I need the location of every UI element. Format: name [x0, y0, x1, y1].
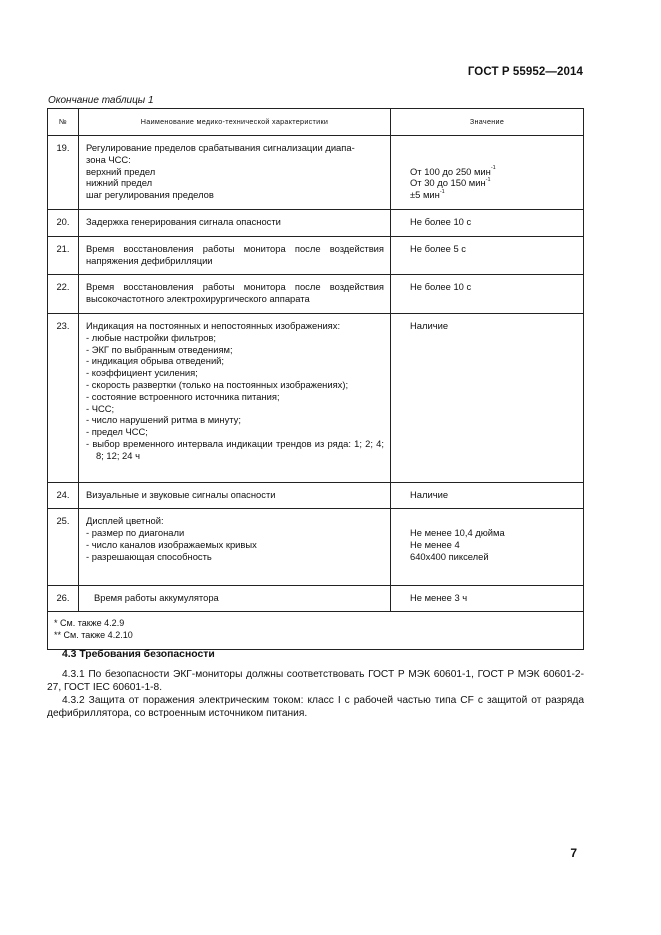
row-value	[391, 136, 584, 210]
row-number: 25.	[48, 509, 79, 585]
row-value: Не более 10 с	[391, 209, 584, 236]
row-name: Время восстановления работы монитора после воздействия высокочастотного электрохирургического аппарата	[79, 275, 391, 314]
row-value-line: Не менее 10,4 дюйма	[410, 527, 505, 539]
row-value-line: От 100 до 250 мин$^{-1}$	[410, 165, 496, 177]
row-name	[79, 313, 391, 482]
list-item: - любые настройки фильтров;	[86, 331, 217, 343]
list-item: - число нарушений ритма в минуту;	[86, 414, 241, 426]
row-number: 22.	[48, 275, 79, 314]
row-name	[79, 509, 391, 585]
header-num: №	[48, 109, 79, 136]
table-notes-row	[48, 612, 584, 650]
list-item: - индикация обрыва отведений;	[86, 355, 225, 367]
row-value: Не менее 3 ч	[391, 585, 584, 612]
row-number: 19.	[48, 136, 79, 210]
list-item: - выбор временного интервала индикации трендов из ряда: 1; 2; 4; 8; 12; 24 ч	[86, 437, 384, 461]
list-item: - размер по диагонали	[86, 527, 185, 539]
row-name: Визуальные и звуковые сигналы опасности	[79, 482, 391, 509]
list-item: - ЭКГ по выбранным отведениям;	[86, 343, 233, 355]
row-name: Задержка генерирования сигнала опасности	[79, 209, 391, 236]
list-item: - разрешающая способность	[86, 550, 212, 562]
row-value-line: Не менее 4	[410, 538, 460, 550]
table-row	[48, 136, 584, 210]
paragraph-4-3-2: 4.3.2 Защита от поражения электрическим током: класс I с рабочей частью типа CF с защитой от разряда дефибриллятора, со встроенным источником питания.	[47, 695, 584, 719]
row-name-line: шаг регулирования пределов	[86, 189, 214, 201]
table-row	[48, 275, 584, 314]
row-number: 24.	[48, 482, 79, 509]
row-number: 20.	[48, 209, 79, 236]
table-notes	[48, 612, 584, 650]
list-item: - предел ЧСС;	[86, 426, 148, 438]
table-caption: Окончание таблицы 1	[48, 95, 154, 106]
row-name-line: нижний предел	[86, 177, 153, 189]
table-note: * См. также 4.2.9	[54, 618, 125, 629]
row-name-intro: Индикация на постоянных и непостоянных изображениях:	[86, 319, 341, 331]
list-item: - коэффициент усиления;	[86, 367, 198, 379]
table-row	[48, 209, 584, 236]
document-header: ГОСТ Р 55952—2014	[467, 66, 583, 78]
row-value-line: ±5 мин$^{-1}$	[410, 189, 445, 201]
row-value: Не более 10 с	[391, 275, 584, 314]
header-name: Наименование медико-технической характеристики	[79, 109, 391, 136]
row-value: Наличие	[391, 482, 584, 509]
row-value	[391, 509, 584, 585]
row-value: Не более 5 с	[391, 236, 584, 275]
row-value: Наличие	[391, 313, 584, 482]
row-value-line: 640x400 пикселей	[410, 550, 489, 562]
table-header-row	[48, 109, 584, 136]
row-name-line: верхний предел	[86, 165, 156, 177]
table-row	[48, 585, 584, 612]
spec-table	[47, 108, 584, 650]
header-value: Значение	[391, 109, 584, 136]
table-note: ** См. также 4.2.10	[54, 629, 133, 640]
page-number: 7	[570, 846, 577, 860]
list-item: - число каналов изображаемых кривых	[86, 538, 257, 550]
row-number: 26.	[48, 585, 79, 612]
section-title: 4.3 Требования безопасности	[62, 649, 215, 660]
row-name-line: Регулирование пределов срабатывания сигнализации диапа- зона ЧСС:	[86, 142, 355, 165]
list-item: - ЧСС;	[86, 402, 115, 414]
row-name	[79, 136, 391, 210]
row-number: 21.	[48, 236, 79, 275]
row-name: Время восстановления работы монитора после воздействия напряжения дефибрилляции	[79, 236, 391, 275]
table-row	[48, 313, 584, 482]
table-row	[48, 236, 584, 275]
table-row	[48, 482, 584, 509]
paragraph-4-3-1: 4.3.1 По безопасности ЭКГ-мониторы должны соответствовать ГОСТ Р МЭК 60601-1, ГОСТ Р МЭК 60601-2-27, ГОСТ IEC 60601-1-8.	[47, 669, 584, 693]
row-value-line: От 30 до 150 мин$^{-1}$	[410, 177, 491, 189]
table-row	[48, 509, 584, 585]
list-item: - скорость развертки (только на постоянных изображениях);	[86, 378, 349, 390]
row-name: Время работы аккумулятора	[79, 585, 391, 612]
list-item: - состояние встроенного источника питания;	[86, 390, 280, 402]
row-number: 23.	[48, 313, 79, 482]
row-name-intro: Дисплей цветной:	[86, 515, 164, 527]
